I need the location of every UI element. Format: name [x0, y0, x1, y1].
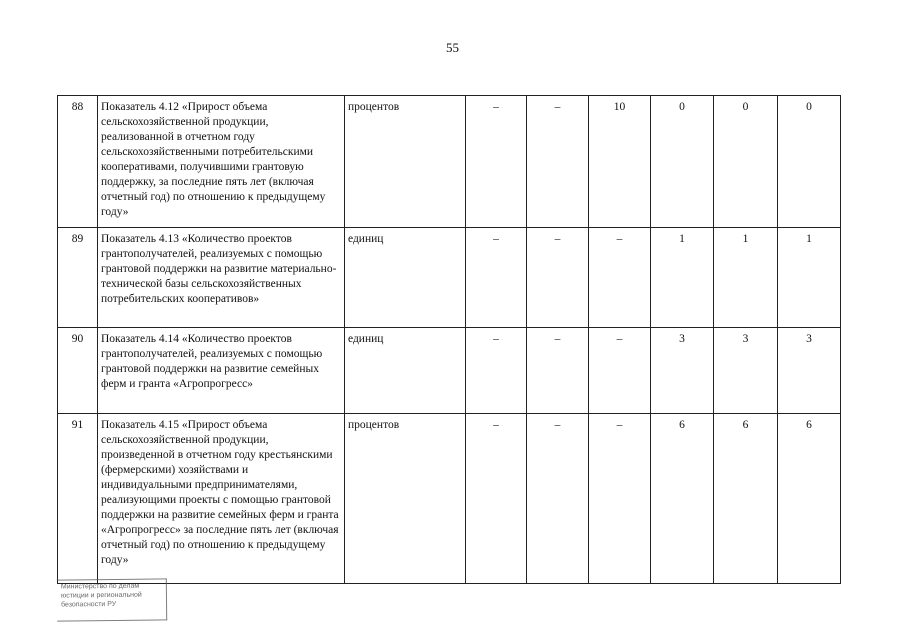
row-number: 91	[58, 414, 98, 584]
stamp-line: безопасности РУ	[61, 600, 117, 609]
value-cell: 3	[651, 328, 714, 414]
row-number: 90	[58, 328, 98, 414]
value-cell: 6	[651, 414, 714, 584]
value-cell: –	[466, 96, 527, 228]
value-cell: 0	[714, 96, 778, 228]
value-cell: 1	[651, 228, 714, 328]
unit-of-measure: процентов	[345, 414, 466, 584]
stamp-line: юстиции и региональной	[60, 591, 142, 600]
value-cell: –	[527, 328, 589, 414]
unit-of-measure: единиц	[345, 228, 466, 328]
value-cell: –	[466, 228, 527, 328]
row-number: 89	[58, 228, 98, 328]
value-cell: –	[527, 96, 589, 228]
unit-of-measure: процентов	[345, 96, 466, 228]
table-row	[58, 414, 841, 584]
page-number: 55	[446, 40, 459, 55]
value-cell: 0	[651, 96, 714, 228]
value-cell: 10	[589, 96, 651, 228]
value-cell: 1	[714, 228, 778, 328]
value-cell: –	[527, 228, 589, 328]
value-cell: 1	[778, 228, 841, 328]
table-row	[58, 328, 841, 414]
value-cell: 6	[778, 414, 841, 584]
table-row	[58, 228, 841, 328]
value-cell: 0	[778, 96, 841, 228]
value-cell: 3	[778, 328, 841, 414]
indicator-description: Показатель 4.13 «Количество проектов грантополучателей, реализуемых с помощью грантовой поддержки на развитие материально-технической базы сельскохозяйственных потребительских кооперативов»	[98, 228, 345, 328]
registration-stamp	[57, 578, 167, 621]
value-cell: –	[466, 414, 527, 584]
value-cell: –	[589, 328, 651, 414]
value-cell: 6	[714, 414, 778, 584]
indicator-description: Показатель 4.15 «Прирост объема сельскохозяйственной продукции, произведенной в отчетном году крестьянскими (фермерскими) хозяйствами и индивидуальными предпринимателями, реализующими проекты с помощью грантовой поддержки на развитие семейных ферм и гранта «Агропрогресс» за последние пять лет (включая отчетный год) по отношению к предыдущему году»	[98, 414, 345, 584]
indicators-table	[57, 95, 841, 584]
indicator-description: Показатель 4.14 «Количество проектов грантополучателей, реализуемых с помощью грантовой поддержки на развитие семейных ферм и гранта «Агропрогресс»	[98, 328, 345, 414]
value-cell: –	[466, 328, 527, 414]
indicator-description: Показатель 4.12 «Прирост объема сельскохозяйственной продукции, реализованной в отчетном году сельскохозяйственными потребительскими кооперативами, получившими грантовую поддержку, за последние пять лет (включая отчетный год) по отношению к предыдущему году»	[98, 96, 345, 228]
stamp-line: Министерство по делам	[60, 582, 140, 591]
unit-of-measure: единиц	[345, 328, 466, 414]
value-cell: 3	[714, 328, 778, 414]
value-cell: –	[589, 414, 651, 584]
value-cell: –	[527, 414, 589, 584]
row-number: 88	[58, 96, 98, 228]
table-row	[58, 96, 841, 228]
value-cell: –	[589, 228, 651, 328]
